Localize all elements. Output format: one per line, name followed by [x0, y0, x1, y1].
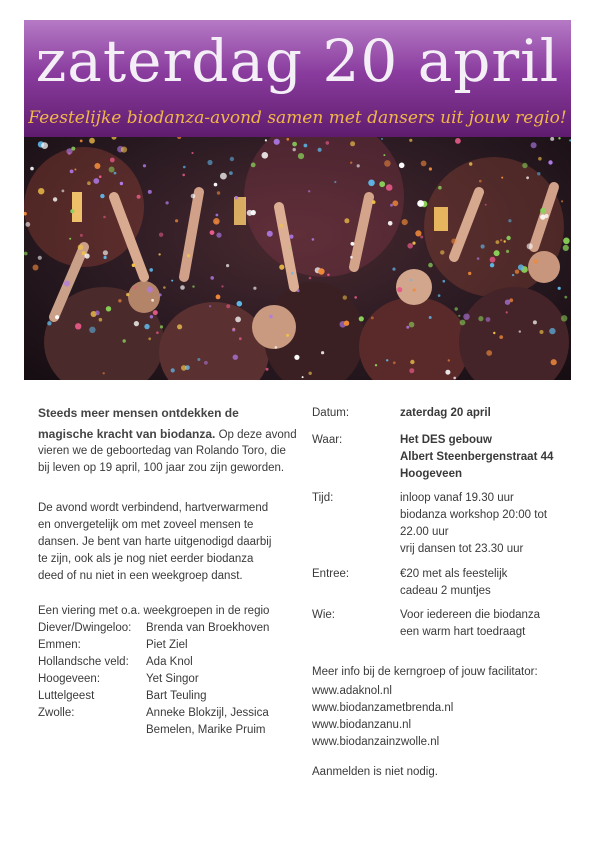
- confetti-dot: [531, 142, 537, 148]
- confetti-dot: [126, 293, 129, 296]
- entree-value-line: €20 met als feestelijk: [400, 568, 508, 580]
- confetti-dot: [460, 320, 466, 326]
- confetti-dot: [309, 277, 312, 280]
- confetti-dot: [159, 293, 162, 296]
- confetti-dot: [540, 214, 545, 219]
- confetti-dot: [210, 230, 215, 235]
- confetti-dot: [558, 287, 561, 290]
- group-names: Ada Knol: [146, 656, 193, 668]
- confetti-dot: [279, 265, 284, 270]
- confetti-dot: [210, 276, 214, 280]
- event-photo-illustration: [24, 137, 571, 380]
- confetti-dot: [351, 242, 355, 246]
- confetti-dot: [388, 221, 393, 226]
- group-names: Bart Teuling: [146, 690, 207, 702]
- confetti-dot: [159, 233, 163, 237]
- group-names: Anneke Blokzijl, Jessica: [146, 707, 269, 719]
- group-place: Hollandsche veld:: [38, 656, 129, 668]
- waar-label: Waar:: [312, 434, 343, 446]
- confetti-dot: [38, 188, 44, 194]
- confetti-dot: [440, 250, 444, 254]
- confetti-dot: [458, 315, 460, 317]
- confetti-dot: [368, 180, 375, 187]
- confetti-dot: [191, 152, 193, 154]
- confetti-dot: [239, 337, 242, 340]
- confetti-dot: [500, 239, 502, 241]
- confetti-dot: [55, 315, 59, 319]
- confetti-dot: [343, 295, 347, 299]
- confetti-dot: [197, 358, 200, 361]
- confetti-dot: [344, 321, 349, 326]
- confetti-dot: [438, 186, 442, 190]
- datum-label: Datum:: [312, 407, 350, 419]
- confetti-dot: [75, 323, 81, 329]
- datum-value: zaterdag 20 april: [400, 407, 491, 419]
- confetti-dot: [229, 171, 233, 175]
- confetti-dot: [409, 322, 415, 328]
- confetti-dot: [481, 244, 485, 248]
- confetti-dot: [53, 197, 57, 201]
- confetti-dot: [350, 162, 352, 164]
- confetti-dot: [47, 321, 51, 325]
- confetti-dot: [371, 317, 374, 320]
- confetti-dot: [569, 139, 571, 141]
- confetti-dot: [478, 316, 483, 321]
- confetti-dot: [499, 335, 503, 339]
- confetti-dot: [120, 182, 123, 185]
- confetti-dot: [415, 230, 421, 236]
- confetti-dot: [412, 242, 415, 245]
- confetti-dot: [103, 216, 106, 219]
- confetti-dot: [132, 263, 136, 267]
- confetti-dot: [163, 286, 166, 289]
- confetti-dot: [294, 355, 299, 360]
- confetti-dot: [563, 238, 570, 245]
- confetti-dot: [226, 304, 230, 308]
- confetti-dot: [533, 259, 538, 264]
- website-link[interactable]: www.biodanzanu.nl: [312, 719, 412, 731]
- confetti-dot: [496, 240, 500, 244]
- confetti-dot: [99, 318, 103, 322]
- confetti-dot: [448, 359, 450, 361]
- confetti-dot: [512, 274, 514, 276]
- confetti-dot: [87, 181, 91, 185]
- confetti-dot: [384, 160, 391, 167]
- intro-bold-line-2: magische kracht van biodanza.: [38, 427, 216, 441]
- confetti-dot: [506, 250, 509, 253]
- confetti-dot: [302, 376, 304, 378]
- website-link[interactable]: www.adaknol.nl: [312, 685, 392, 697]
- confetti-dot: [147, 287, 153, 293]
- waar-value-line: Albert Steenbergenstraat 44: [400, 451, 554, 463]
- confetti-dot: [74, 169, 76, 171]
- confetti-dot: [392, 200, 398, 206]
- confetti-dot: [100, 194, 104, 198]
- confetti-dot: [233, 355, 238, 360]
- confetti-dot: [455, 138, 461, 144]
- tijd-value-line: 22.00 uur: [400, 526, 449, 538]
- confetti-dot: [253, 287, 256, 290]
- confetti-dot: [291, 272, 294, 275]
- intro-rest-line-1: Op deze avond: [215, 429, 297, 441]
- confetti-dot: [134, 286, 137, 289]
- group-place: Zwolle:: [38, 707, 75, 719]
- confetti-dot: [230, 157, 234, 161]
- wie-value-line: Voor iedereen die biodanza: [400, 609, 541, 621]
- confetti-dot: [103, 372, 105, 374]
- confetti-dot: [150, 315, 153, 318]
- confetti-dot: [421, 161, 427, 167]
- confetti-dot: [453, 377, 456, 380]
- confetti-dot: [118, 299, 121, 302]
- confetti-dot: [486, 350, 492, 356]
- tijd-value-line: vrij dansen tot 23.30 uur: [400, 543, 524, 555]
- confetti-dot: [564, 296, 567, 299]
- confetti-dot: [406, 326, 409, 329]
- confetti-dot: [390, 204, 393, 207]
- para2-line-5: deed of nu niet in een weekgroep danst.: [38, 570, 243, 582]
- confetti-dot: [286, 138, 289, 141]
- entree-label: Entree:: [312, 568, 350, 580]
- confetti-dot: [413, 288, 416, 291]
- confetti-dot: [191, 194, 196, 199]
- confetti-dot: [508, 219, 511, 222]
- confetti-dot: [187, 254, 190, 257]
- confetti-dot: [501, 177, 503, 179]
- confetti-dot: [409, 368, 414, 373]
- confetti-dot: [209, 305, 211, 307]
- confetti-dot: [350, 256, 353, 259]
- confetti-dot: [148, 190, 152, 194]
- group-names: Brenda van Broekhoven: [146, 622, 270, 634]
- confetti-dot: [563, 245, 569, 251]
- confetti-dot: [279, 224, 283, 228]
- confetti-dot: [392, 268, 395, 271]
- confetti-dot: [177, 137, 181, 139]
- header-banner: [24, 20, 571, 137]
- confetti-dot: [505, 300, 510, 305]
- confetti-dot: [149, 268, 153, 272]
- confetti-dot: [326, 141, 330, 145]
- confetti-dot: [204, 361, 208, 365]
- confetti-dot: [383, 154, 385, 156]
- confetti-dot: [479, 180, 482, 183]
- info-intro: Meer info bij de kerngroep of jouw facilitator:: [312, 666, 538, 678]
- confetti-dot: [104, 256, 107, 259]
- confetti-dot: [216, 233, 221, 238]
- confetti-dot: [181, 365, 187, 371]
- confetti-dot: [309, 372, 312, 375]
- group-names-continued: Bemelen, Marike Pruim: [146, 724, 266, 736]
- confetti-dot: [420, 236, 423, 239]
- intro-bold-line-1: Steeds meer mensen ontdekken de: [38, 406, 239, 420]
- confetti-dot: [25, 222, 30, 227]
- confetti-dot: [33, 265, 39, 271]
- tijd-value-line: inloop vanaf 19.30 uur: [400, 492, 514, 504]
- confetti-dot: [292, 142, 297, 147]
- confetti-dot: [144, 324, 149, 329]
- confetti-dot: [312, 238, 315, 241]
- confetti-dot: [468, 272, 471, 275]
- confetti-dot: [94, 163, 100, 169]
- group-place: Emmen:: [38, 639, 81, 651]
- confetti-dot: [506, 236, 510, 240]
- confetti-dot: [359, 316, 364, 321]
- confetti-dot: [41, 142, 48, 149]
- para2-line-1: De avond wordt verbindend, hartverwarmend: [38, 502, 269, 514]
- confetti-dot: [540, 208, 546, 214]
- group-place: Diever/Dwingeloo:: [38, 622, 132, 634]
- confetti-dot: [372, 200, 376, 204]
- entree-value-line: cadeau 2 muntjes: [400, 585, 491, 597]
- para2-line-2: en onvergetelijk om met zoveel mensen te: [38, 519, 254, 531]
- confetti-dot: [265, 139, 267, 141]
- confetti-dot: [269, 315, 273, 319]
- confetti-dot: [151, 299, 154, 302]
- confetti-dot: [226, 264, 229, 267]
- confetti-dot: [438, 294, 441, 297]
- page-subtitle: Feestelijke biodanza-avond samen met dansers uit jouw regio!: [28, 108, 567, 128]
- confetti-dot: [289, 235, 293, 239]
- confetti-dot: [80, 234, 83, 237]
- confetti-dot: [158, 253, 160, 255]
- confetti-dot: [293, 148, 296, 151]
- confetti-dot: [463, 314, 469, 320]
- confetti-dot: [89, 138, 95, 144]
- confetti-dot: [251, 163, 256, 168]
- confetti-dot: [166, 201, 169, 204]
- signup-note: Aanmelden is niet nodig.: [312, 766, 438, 778]
- confetti-dot: [379, 181, 385, 187]
- confetti-dot: [109, 167, 115, 173]
- confetti-dot: [148, 337, 151, 340]
- confetti-dot: [451, 239, 456, 244]
- confetti-dot: [70, 209, 74, 213]
- confetti-dot: [386, 184, 393, 191]
- para2-line-4: te zijn, ook als je nog niet eerder biodanza: [38, 553, 254, 565]
- tijd-value-line: biodanza workshop 20:00 tot: [400, 509, 548, 521]
- confetti-dot: [62, 190, 65, 193]
- confetti-dot: [171, 280, 173, 282]
- website-link[interactable]: www.biodanzainzwolle.nl: [312, 736, 440, 748]
- confetti-dot: [350, 141, 355, 146]
- group-names: Yet Singor: [146, 673, 199, 685]
- wie-label: Wie:: [312, 609, 335, 621]
- confetti-dot: [221, 285, 223, 287]
- confetti-dot: [182, 174, 185, 177]
- confetti-dot: [402, 219, 408, 225]
- confetti-dot: [445, 370, 450, 375]
- confetti-dot: [410, 279, 412, 281]
- confetti-dot: [429, 167, 432, 170]
- confetti-dot: [297, 289, 300, 292]
- confetti-dot: [30, 167, 34, 171]
- intro-line-3: vieren we de geboortedag van Rolando Toro, die: [38, 445, 286, 457]
- confetti-dot: [114, 172, 117, 175]
- confetti-dot: [66, 148, 72, 154]
- waar-value-line: Hoogeveen: [400, 468, 462, 480]
- confetti-dot: [397, 287, 402, 292]
- confetti-dot: [538, 157, 542, 161]
- confetti-dot: [290, 247, 292, 249]
- confetti-dot: [526, 176, 529, 179]
- confetti-dot: [494, 250, 500, 256]
- confetti-dot: [232, 328, 235, 331]
- group-names: Piet Ziel: [146, 639, 188, 651]
- confetti-dot: [192, 285, 194, 287]
- confetti-dot: [93, 178, 99, 184]
- confetti-dot: [207, 160, 212, 165]
- confetti-dot: [237, 301, 243, 307]
- confetti-dot: [527, 243, 533, 249]
- confetti-dot: [177, 324, 182, 329]
- confetti-dot: [214, 183, 218, 187]
- confetti-dot: [64, 281, 70, 287]
- intro-line-4: bij leven op 19 april, 100 jaar zou zijn geworden.: [38, 462, 285, 474]
- confetti-dot: [143, 164, 146, 167]
- confetti-dot: [180, 285, 185, 290]
- confetti-dot: [153, 310, 158, 315]
- confetti-dot: [274, 139, 280, 145]
- confetti-dot: [308, 190, 310, 192]
- confetti-dot: [318, 268, 324, 274]
- group-place: Luttelgeest: [38, 690, 95, 702]
- confetti-dot: [443, 280, 446, 283]
- confetti-dot: [551, 359, 557, 365]
- tijd-label: Tijd:: [312, 492, 334, 504]
- confetti-dot: [321, 351, 324, 354]
- confetti-dot: [504, 240, 506, 242]
- confetti-dot: [89, 327, 95, 333]
- confetti-dot: [386, 359, 388, 361]
- confetti-dot: [493, 332, 495, 334]
- intro-line-2: [38, 426, 297, 444]
- confetti-dot: [267, 231, 273, 237]
- confetti-dot: [235, 317, 241, 323]
- confetti-dot: [519, 330, 521, 332]
- confetti-dot: [80, 140, 83, 143]
- confetti-dot: [381, 138, 383, 140]
- confetti-dot: [417, 200, 424, 207]
- confetti-dot: [549, 328, 555, 334]
- confetti-dot: [235, 196, 238, 199]
- confetti-dot: [298, 153, 304, 159]
- confetti-dot: [393, 361, 396, 364]
- confetti-dot: [344, 218, 349, 223]
- confetti-dot: [561, 200, 563, 202]
- group-place: Hoogeveen:: [38, 673, 101, 685]
- confetti-dot: [429, 316, 432, 319]
- confetti-dot: [375, 364, 377, 366]
- confetti-dot: [286, 334, 289, 337]
- confetti-dot: [357, 164, 360, 167]
- confetti-dot: [213, 218, 220, 225]
- confetti-dot: [160, 325, 163, 328]
- confetti-dot: [407, 243, 413, 249]
- confetti-dot: [134, 321, 139, 326]
- confetti-dot: [490, 257, 496, 263]
- confetti-dot: [217, 191, 220, 194]
- confetti-dot: [262, 152, 269, 159]
- confetti-dot: [251, 210, 256, 215]
- confetti-dot: [522, 163, 527, 168]
- confetti-dot: [537, 172, 540, 175]
- waar-value-line: Het DES gebouw: [400, 434, 493, 446]
- confetti-dot: [477, 257, 480, 260]
- confetti-dot: [216, 214, 219, 217]
- confetti-dot: [561, 315, 567, 321]
- confetti-dot: [99, 175, 102, 178]
- confetti-dot: [220, 173, 227, 180]
- confetti-dot: [171, 368, 175, 372]
- confetti-dot: [156, 331, 159, 334]
- confetti-dot: [106, 306, 111, 311]
- confetti-dot: [38, 256, 42, 260]
- confetti-dot: [216, 295, 221, 300]
- confetti-dot: [304, 144, 308, 148]
- confetti-dot: [85, 253, 90, 258]
- confetti-dot: [490, 263, 494, 267]
- wie-value-line: een warm hart toedraagt: [400, 626, 526, 638]
- groups-intro: Een viering met o.a. weekgroepen in de regio: [38, 605, 270, 617]
- confetti-dot: [428, 263, 433, 268]
- confetti-dot: [121, 147, 127, 153]
- confetti-dot: [112, 137, 117, 140]
- event-photo: [24, 137, 571, 380]
- confetti-dot: [399, 163, 405, 169]
- confetti-dot: [533, 320, 537, 324]
- confetti-dot: [515, 270, 519, 274]
- confetti-dot: [354, 296, 357, 299]
- confetti-dot: [486, 317, 491, 322]
- confetti-dot: [123, 339, 126, 342]
- confetti-dot: [469, 162, 472, 165]
- confetti-dot: [318, 148, 322, 152]
- confetti-dot: [70, 170, 74, 174]
- confetti-dot: [540, 330, 544, 334]
- confetti-dot: [327, 274, 330, 277]
- confetti-dot: [24, 252, 28, 256]
- confetti-dot: [95, 311, 100, 316]
- confetti-dot: [334, 181, 336, 183]
- confetti-dot: [175, 219, 178, 222]
- confetti-dot: [266, 368, 269, 371]
- website-link[interactable]: www.biodanzametbrenda.nl: [312, 702, 454, 714]
- confetti-dot: [110, 158, 115, 163]
- confetti-dot: [485, 204, 487, 206]
- confetti-dot: [550, 137, 554, 141]
- confetti-dot: [78, 244, 84, 250]
- confetti-dot: [137, 195, 141, 199]
- confetti-dot: [69, 238, 71, 240]
- confetti-dot: [518, 264, 524, 270]
- confetti-dot: [558, 137, 560, 139]
- confetti-dot: [275, 346, 278, 349]
- confetti-dot: [410, 360, 414, 364]
- confetti-dot: [183, 166, 186, 169]
- confetti-dot: [455, 307, 458, 310]
- para2-line-3: dansen. Je bent van harte uitgenodigd daarbij: [38, 536, 272, 548]
- confetti-dot: [409, 139, 412, 142]
- confetti-dot: [103, 250, 108, 255]
- page-title: zaterdag 20 april: [35, 27, 560, 95]
- confetti-dot: [548, 160, 552, 164]
- confetti-dot: [506, 311, 508, 313]
